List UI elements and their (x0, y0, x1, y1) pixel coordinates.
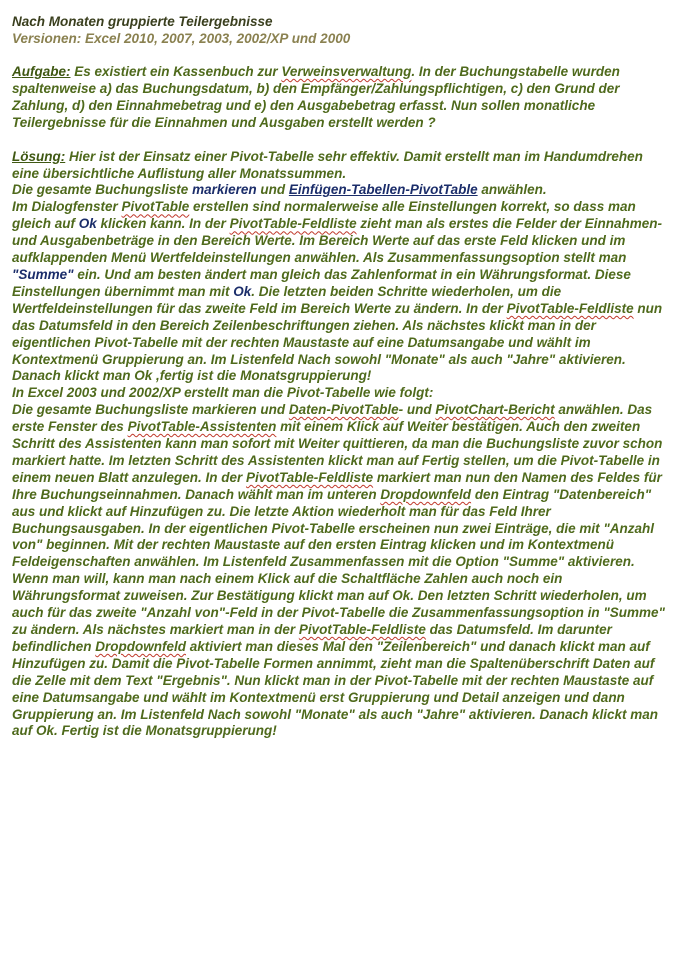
text-segment: . Die letzten beiden Schritte wiederholen, um die Wertfeldeinstellungen für das zweite Feld im Bereich Werte zu ändern. In der (12, 283, 562, 316)
loesung-step-2 (12, 199, 667, 385)
loesung-step-excel2003 (12, 402, 667, 740)
aufgabe-text-2: . In der Buchungstabelle wurden spaltenweise a) das Buchungsdatum, b) den Empfänger/Zahlungspflichtigen, c) den Grund der Zahlung, d) den Einnahmebetrag und e) den Ausgabebetrag erfasst. Nun sollen monatliche Teilergebnisse für die Einnahmen und Ausgaben erstellt werden ? (12, 64, 620, 130)
text-segment: erstellen sind normalerweise alle Einstellungen korrekt, so dass man gleich auf (12, 199, 636, 232)
term-feldliste: PivotTable-Feldliste (506, 300, 634, 316)
text-segment: den Eintrag "Datenbereich" aus und klickt auf Hinzufügen zu. Die letzte Aktion wiederholt man für das Feld Ihrer Buchungsausgaben. In der eigentlichen Pivot-Tabelle erscheinen nun zwei Einträge, die mit "Anzahl von" beginnen. Mit der rechten Maustaste auf den ersten Eintrag klicken und im Kontextmenü Feldeigenschaften anwählen. Im Listenfeld Zusammenfassen mit die Option "Summe" aktivieren. Wenn man will, kann man nach einem Klick auf die Schaltfläche Zahlen auch noch ein Währungsformat zuweisen. Zur Bestätigung klickt man auf Ok. Den letzten Schritt wiederholen, um auch für das zweite "Anzahl von"-Feld in der Pivot-Tabelle die Zusammenfassungsoption in "Summe" zu ändern. Als nächstes markiert man in der (12, 486, 665, 637)
text-segment: Die gesamte Buchungsliste markieren und (12, 402, 289, 418)
document-subtitle: Versionen: Excel 2010, 2007, 2003, 2002/XP und 2000 (12, 31, 351, 46)
text-segment: Im Dialogfenster (12, 199, 122, 215)
text-segment: zieht man als erstes die Felder der Einnahmen- und Ausgabenbeträge in den Bereich Werte. Im Bereich Werte auf das erste Feld klicken und im aufklappenden Menü Wertfeldeinstellungen anwählen. Als Zusammenfassungsoption stellt man (12, 216, 662, 266)
term-feldliste: PivotTable-Feldliste (298, 622, 426, 637)
loesung-intro-paragraph (12, 149, 667, 183)
document-title: Nach Monaten gruppierte Teilergebnisse (12, 14, 273, 29)
command-ok: Ok (233, 283, 252, 299)
text-segment: aktiviert man dieses Mal den "Zeilenbereich" und danach klickt man auf Hinzufügen zu. Damit die Pivot-Tabelle Formen annimmt, zieht man die Spaltenüberschrift Daten auf die Zelle mit dem Text "Ergebnis". Nun klickt man in der Pivot-Tabelle mit der rechten Maustaste auf eine Datumsangabe und wählt im Kontextmenü erst Gruppierung und Detail anzeigen und dann Gruppierung an. Im Listenfeld Nach sowohl "Monate" als auch "Jahre" aktivieren. Danach klickt man auf Ok. Fertig ist die Monatsgruppierung! (12, 638, 659, 739)
command-ok: Ok (78, 216, 97, 232)
text-segment: klicken kann. In der (96, 216, 230, 232)
loesung-intro-text: Hier ist der Einsatz einer Pivot-Tabelle sehr effektiv. Damit erstellt man im Handumdrehen eine übersichtliche Auflistung aller Monatssummen. (12, 148, 643, 181)
text-segment: markiert man nun den Namen des Feldes für Ihre Buchungseinnahmen. Danach wählt man im unteren (12, 469, 662, 502)
text-segment: anwählen. (477, 182, 547, 198)
text-segment: das Datumsfeld. Im darunter befindlichen (12, 622, 612, 654)
term-pivotchart-bericht: PivotChart-Bericht (435, 402, 555, 418)
aufgabe-term: Verweinsverwaltung (281, 64, 412, 79)
excel-2003-heading: In Excel 2003 und 2002/XP erstellt man die Pivot-Tabelle wie folgt: (12, 385, 434, 401)
term-dropdownfeld: Dropdownfeld (380, 486, 472, 502)
aufgabe-label: Aufgabe: (12, 64, 71, 79)
text-segment: - und (398, 402, 436, 418)
option-summe: "Summe" (12, 266, 74, 282)
text-segment: ein. Und am besten ändert man gleich das Zahlenformat in ein Währungsformat. Diese Einstellungen übernimmt man mit (12, 266, 631, 299)
term-feldliste: PivotTable-Feldliste (229, 216, 357, 232)
text-segment: nun das Datumsfeld in den Bereich Zeilenbeschriftungen ziehen. Als nächstes klickt man in der eigentlichen Pivot-Tabelle mit der rechten Maustaste auf eine Datumsangabe und wählt im Kontextmenü Gruppierung an. Im Listenfeld Nach sowohl "Monate" als auch "Jahre" aktivieren. Danach klickt man Ok ,fertig ist die Monatsgruppierung! (12, 300, 663, 384)
paragraph-spacer (12, 132, 667, 149)
text-segment: Die gesamte Buchungsliste (12, 182, 193, 198)
aufgabe-text-1: Es existiert ein Kassenbuch zur (70, 64, 282, 79)
command-einfuegen-pivottable: Einfügen-Tabellen-PivotTable (288, 182, 478, 198)
document-body (12, 64, 667, 740)
term-dropdownfeld: Dropdownfeld (95, 638, 187, 654)
text-segment: anwählen. Das erste Fenster des (12, 402, 653, 435)
term-pivottable: PivotTable (121, 199, 190, 215)
text-segment: mit einem Klick auf Weiter bestätigen. Auch den zweiten Schritt des Assistenten kann man sofort mit Weiter quittieren, da man die Buchungsliste zuvor schon markiert hatte. Im letzten Schritt des Assistenten klickt man auf Fertig stellen, um die Pivot-Tabelle in einem neuen Blatt anzulegen. In der (12, 419, 663, 485)
term-pivottable-assistent: PivotTable-Assistenten (127, 419, 277, 435)
loesung-label: Lösung: (12, 148, 66, 164)
term-feldliste: PivotTable-Feldliste (246, 469, 374, 485)
aufgabe-paragraph (12, 64, 667, 132)
text-segment: und (256, 182, 289, 198)
command-markieren: markieren (192, 182, 257, 198)
term-daten-pivottable: Daten-PivotTable (288, 402, 399, 418)
loesung-step-1 (12, 182, 667, 199)
